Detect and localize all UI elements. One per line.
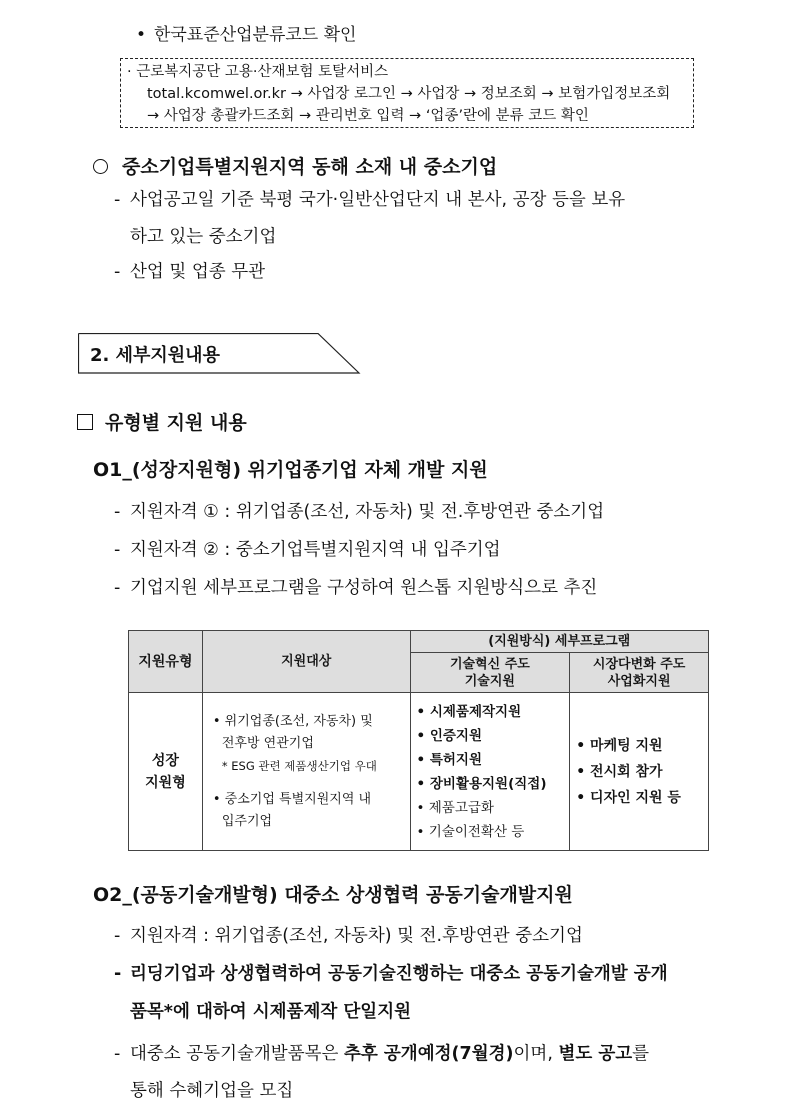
o2-item1: - 지원자격 : 위기업종(조선, 자동차) 및 전.후방연관 중소기업 [114, 926, 583, 946]
cell-market-items [570, 693, 709, 851]
cell-tech-items [410, 693, 570, 851]
section2-title: 2. 세부지원내용 [90, 345, 220, 366]
target-line4: 입주기업 [221, 813, 273, 829]
header-market-line1: 시장다변화 주도 [592, 656, 686, 672]
tech-item: • 제품고급화 [416, 799, 494, 816]
market-item: • 마케팅 지원 [576, 737, 663, 754]
header-support-target: 지원대상 [202, 631, 410, 693]
section-o-item2: - 산업 및 업종 무관 [114, 262, 266, 282]
type-line1: 성장 [151, 752, 179, 769]
header-support-type: 지원유형 [129, 631, 203, 693]
o2-item2-cont: 품목*에 대하여 시제품제작 단일지원 [130, 1002, 412, 1022]
section-o-item1: - 사업공고일 기준 북평 국가·일반산업단지 내 본사, 공장 등을 보유 [114, 190, 626, 210]
market-item: • 디자인 지원 등 [576, 789, 681, 806]
square-bullet-icon [77, 414, 93, 430]
section-o-heading [93, 152, 497, 179]
info-box [120, 58, 694, 128]
o1-item2-text: 지원자격 ② : 중소기업특별지원지역 내 입주기업 [130, 540, 501, 560]
o2-title: O2_(공동기술개발형) 대중소 상생협력 공동기술개발지원 [93, 884, 573, 906]
tech-item: • 기술이전확산 등 [416, 823, 525, 840]
o1-item3: - 기업지원 세부프로그램을 구성하여 원스톱 지원방식으로 추진 [114, 578, 598, 598]
o2-item3-bold1: 추후 공개예정(7월경) [344, 1044, 514, 1064]
program-table [128, 630, 709, 851]
header-program: (지원방식) 세부프로그램 [410, 631, 708, 653]
support-header [77, 408, 247, 435]
o1-item2: - 지원자격 ② : 중소기업특별지원지역 내 입주기업 [114, 540, 501, 560]
o2-item2: - 리딩기업과 상생협력하여 공동기술진행하는 대중소 공동기술개발 공개 [114, 964, 668, 984]
o1-item1-text: 지원자격 ① : 위기업종(조선, 자동차) 및 전.후방연관 중소기업 [130, 502, 605, 522]
o2-item3-mid: 이며, [513, 1044, 559, 1064]
header-tech-line1: 기술혁신 주도 [449, 656, 530, 672]
section2-heading [78, 333, 360, 373]
target-line3: • 중소기업 특별지원지역 내 [212, 791, 372, 807]
header-tech-support [410, 653, 570, 693]
market-item: • 전시회 참가 [576, 763, 663, 780]
tech-item: • 시제품제작지원 [416, 703, 522, 720]
cell-support-target [202, 693, 410, 851]
o1-item1: - 지원자격 ① : 위기업종(조선, 자동차) 및 전.후방연관 중소기업 [114, 502, 605, 522]
section-o-item1-cont: 하고 있는 중소기업 [130, 227, 277, 247]
info-box-line3: → 사업장 총괄카드조회 → 관리번호 입력 → ‘업종’란에 분류 코드 확인 [147, 108, 589, 124]
type-line2: 지원형 [145, 774, 186, 791]
o2-item3-cont: 통해 수혜기업을 모집 [130, 1081, 294, 1101]
section-o-item1-text: 사업공고일 기준 북평 국가·일반산업단지 내 본사, 공장 등을 보유 [130, 190, 626, 210]
info-box-line1: · 근로복지공단 고용·산재보험 토탈서비스 [127, 64, 389, 80]
tech-item: • 특허지원 [416, 751, 483, 768]
o2-item3: - 대중소 공동기술개발품목은 추후 공개예정(7월경)이며, 별도 공고를 [114, 1044, 650, 1064]
bullet-dot-icon: • [136, 25, 147, 45]
o2-item3-bold2: 별도 공고 [558, 1044, 633, 1064]
top-bullet-text: 한국표준산업분류코드 확인 [154, 25, 357, 45]
target-note: * ESG 관련 제품생산기업 우대 [221, 758, 377, 773]
o1-item3-text: 기업지원 세부프로그램을 구성하여 원스톱 지원방식으로 추진 [130, 578, 598, 598]
o1-title: O1_(성장지원형) 위기업종기업 자체 개발 지원 [93, 459, 488, 481]
tech-item: • 인증지원 [416, 727, 483, 744]
header-market-support [570, 653, 709, 693]
target-line2: 전후방 연관기업 [221, 735, 314, 751]
top-bullet-item [136, 20, 356, 45]
tech-item: • 장비활용지원(직접) [416, 775, 547, 792]
target-line1: • 위기업종(조선, 자동차) 및 [212, 713, 373, 729]
o2-item3-post: 를 [632, 1044, 650, 1064]
header-market-line2: 사업화지원 [607, 673, 671, 689]
section-o-title: 중소기업특별지원지역 동해 소재 내 중소기업 [122, 156, 498, 178]
o2-item1-text: 지원자격 : 위기업종(조선, 자동차) 및 전.후방연관 중소기업 [130, 926, 583, 946]
support-header-text: 유형별 지원 내용 [105, 412, 247, 434]
cell-support-type [129, 693, 203, 851]
section-o-item2-text: 산업 및 업종 무관 [130, 262, 266, 282]
o2-item2-text: 리딩기업과 상생협력하여 공동기술진행하는 대중소 공동기술개발 공개 [130, 964, 668, 984]
o2-item3-pre: 대중소 공동기술개발품목은 [130, 1044, 344, 1064]
info-box-line2: total.kcomwel.or.kr → 사업장 로그인 → 사업장 → 정보조회 → 보험가입정보조회 [147, 86, 671, 102]
header-tech-line2: 기술지원 [464, 673, 515, 689]
circle-bullet-icon [93, 159, 108, 174]
